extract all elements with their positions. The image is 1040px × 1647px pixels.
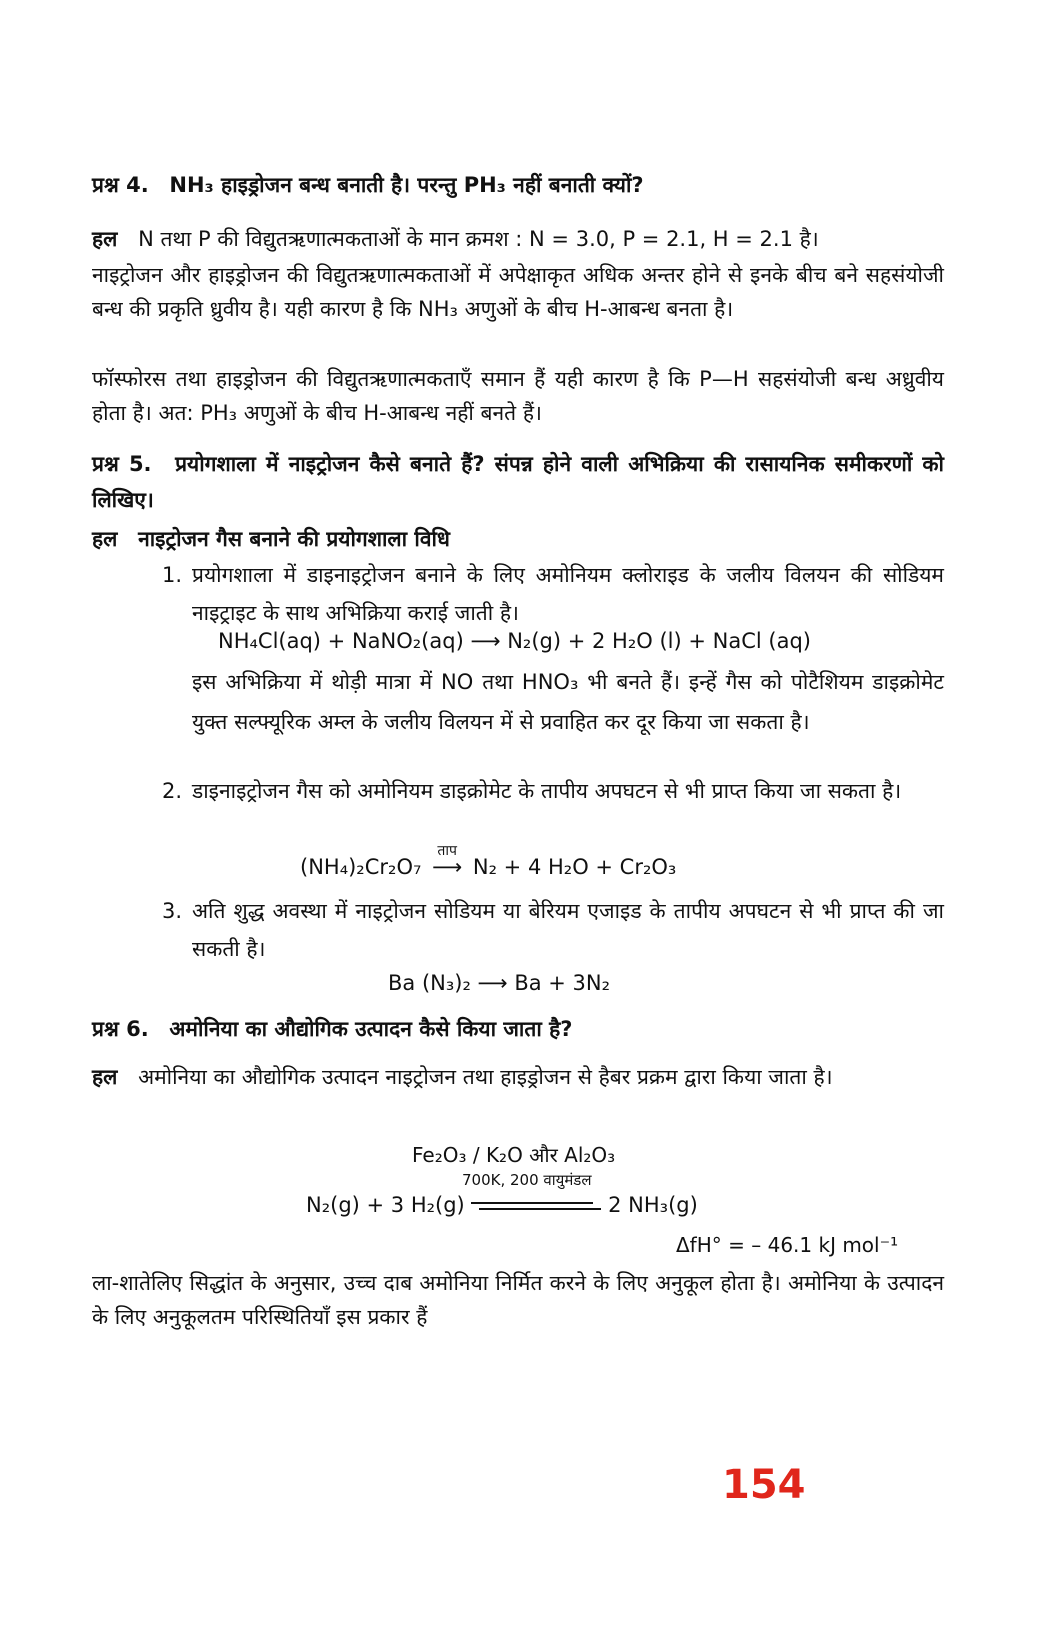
item-text: अति शुद्ध अवस्था में नाइट्रोजन सोडियम या बेरियम एजाइड के तापीय अपघटन से भी प्राप्त की जा सकती है। (192, 899, 944, 961)
catalyst-label: Fe₂O₃ / K₂O और Al₂O₃ (412, 1143, 616, 1167)
item-note: इस अभिक्रिया में थोड़ी मात्रा में NO तथा HNO₃ भी बनते हैं। इन्हें गैस को पोटैशियम डाइक्रोमेट युक्त सल्फ्यूरिक अम्ल के जलीय विलयन में से प्रवाहित कर दूर किया जा सकता है। (192, 670, 944, 734)
question-4 (92, 168, 944, 202)
answer-4-para-1: नाइट्रोजन और हाइड्रोजन की विद्युतऋणात्मकताओं में अपेक्षाकृत अधिक अन्तर होने से इनके बीच बने सहसंयोजी बन्ध की प्रकृति ध्रुवीय है। यही कारण है कि NH₃ अणुओं के बीच H-आबन्ध बनता है। (92, 263, 944, 321)
question-5 (92, 446, 944, 518)
conditions-label: 700K, 200 वायुमंडल (462, 1171, 592, 1189)
page-number: 154 (722, 1462, 806, 1508)
method-item-1-note (192, 662, 944, 742)
question-label: प्रश्न 4. (92, 173, 149, 197)
question-text: प्रयोगशाला में नाइट्रोजन कैसे बनाते हैं? संपन्न होने वाली अभिक्रिया की रासायनिक समीकरणों को लिखिए। (92, 452, 944, 512)
equilibrium-arrow (471, 1199, 601, 1213)
answer-text: N तथा P की विद्युतऋणात्मकताओं के मान क्रमश : N = 3.0, P = 2.1, H = 2.1 है। (138, 227, 819, 251)
equation-1: NH₄Cl(aq) + NaNO₂(aq) ⟶ N₂(g) + 2 H₂O (l) + NaCl (aq) (218, 629, 811, 653)
equation-products: N₂ + 4 H₂O + Cr₂O₃ (472, 855, 677, 879)
heat-arrow: ताप ⟶ (432, 852, 462, 882)
equation-reactants: N₂(g) + 3 H₂(g) (306, 1193, 465, 1217)
enthalpy-value: ΔfH° = – 46.1 kJ mol⁻¹ (676, 1233, 899, 1257)
item-text: प्रयोगशाला में डाइनाइट्रोजन बनाने के लिए अमोनियम क्लोराइड के जलीय विलयन की सोडियम नाइट्राइट के साथ अभिक्रिया कराई जाती है। (192, 563, 944, 625)
haber-equation (306, 1190, 698, 1220)
answer-text: अमोनिया का औद्योगिक उत्पादन नाइट्रोजन तथा हाइड्रोजन से हैबर प्रक्रम द्वारा किया जाता है। (138, 1065, 833, 1089)
item-number: 2. (162, 779, 183, 803)
answer-4-para-2: फॉस्फोरस तथा हाइड्रोजन की विद्युतऋणात्मकताएँ समान हैं यही कारण है कि P—H सहसंयोजी बन्ध अध्रुवीय होता है। अत: PH₃ अणुओं के बीच H-आबन्ध नहीं बनते हैं। (92, 367, 944, 425)
answer-label: हल (92, 1065, 118, 1089)
equation-product: 2 NH₃(g) (608, 1193, 698, 1217)
answer-6 (92, 1060, 944, 1094)
question-6 (92, 1012, 944, 1046)
answer-6-para: ला-शातेलिए सिद्धांत के अनुसार, उच्च दाब अमोनिया निर्मित करने के लिए अनुकूल होता है। अमोनिया के उत्पादन के लिए अनुकूलतम परिस्थितियाँ इस प्रकार हैं (92, 1271, 944, 1329)
item-text: डाइनाइट्रोजन गैस को अमोनियम डाइक्रोमेट के तापीय अपघटन से भी प्राप्त किया जा सकता है। (192, 779, 902, 803)
method-item-3 (162, 892, 944, 968)
answer-5-title (92, 522, 944, 556)
equation-reactant: (NH₄)₂Cr₂O₇ (300, 855, 422, 879)
item-number: 1. (162, 563, 183, 587)
method-item-1 (162, 556, 944, 632)
question-text: अमोनिया का औद्योगिक उत्पादन कैसे किया जाता है? (169, 1017, 573, 1041)
arrow-label: ताप (437, 843, 457, 859)
answer-label: हल (92, 227, 118, 251)
question-label: प्रश्न 6. (92, 1017, 149, 1041)
question-label: प्रश्न 5. (92, 452, 152, 476)
item-number: 3. (162, 899, 183, 923)
method-item-2 (162, 772, 944, 810)
answer-label: हल (92, 527, 118, 551)
question-text: NH₃ हाइड्रोजन बन्ध बनाती है। परन्तु PH₃ नहीं बनाती क्यों? (169, 173, 644, 197)
equation-2 (300, 843, 677, 882)
answer-title: नाइट्रोजन गैस बनाने की प्रयोगशाला विधि (138, 527, 450, 551)
answer-4-intro (92, 222, 944, 256)
equation-3: Ba (N₃)₂ ⟶ Ba + 3N₂ (388, 971, 611, 995)
